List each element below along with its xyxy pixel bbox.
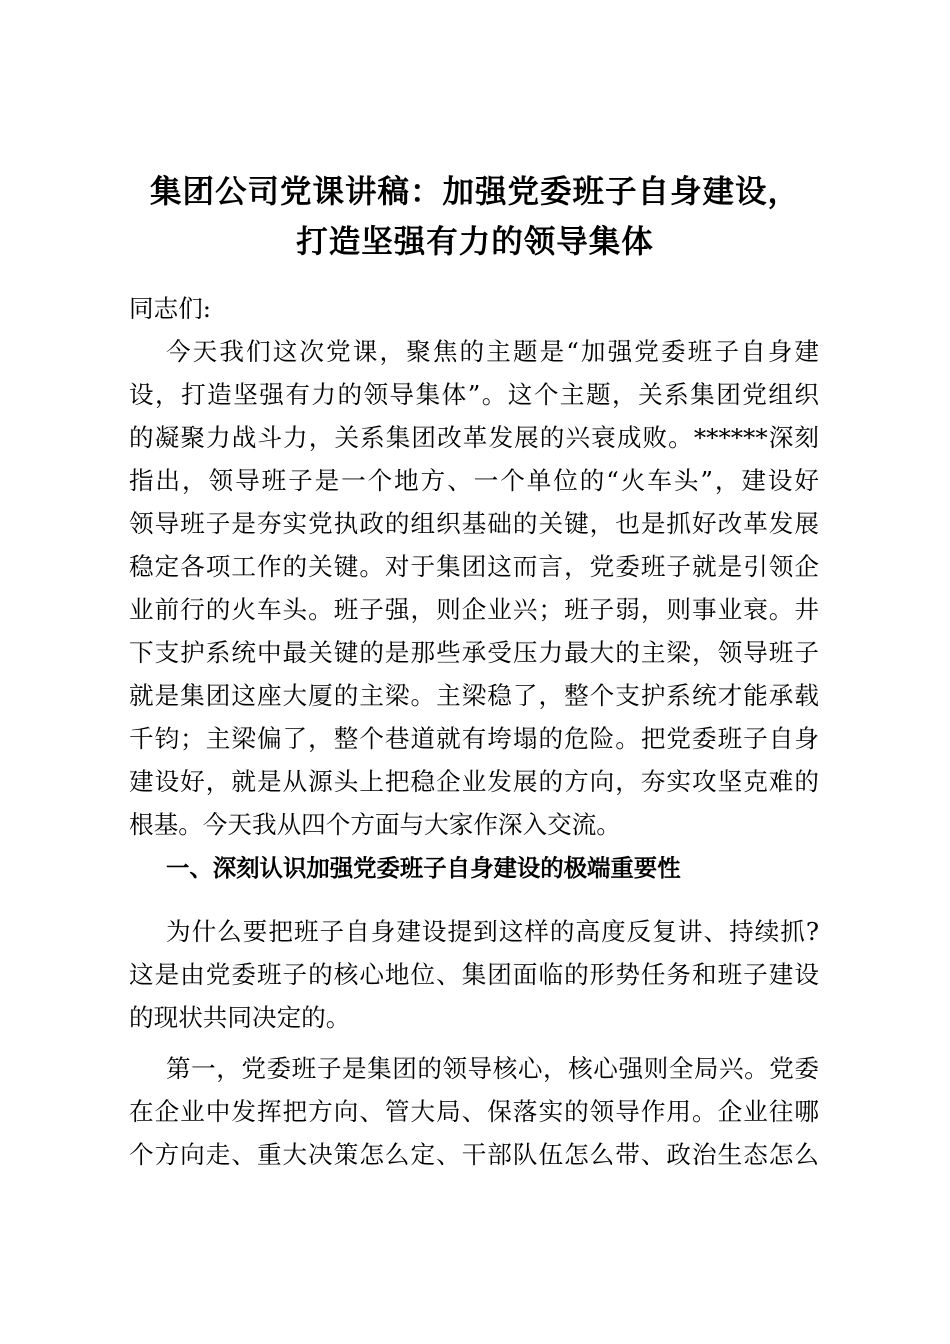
intro-line: 的凝聚力战斗力，关系集团改革发展的兴衰成败。******深刻 [129,423,819,452]
intro-line: 根基。今天我从四个方面与大家作深入交流。 [129,810,621,839]
intro-line: 业前行的火车头。班子强，则企业兴；班子弱，则事业衰。井 [129,595,819,624]
intro-line: 稳定各项工作的关键。对于集团这而言，党委班子就是引领企 [129,552,819,581]
document-title-line-1: 集团公司党课讲稿：加强党委班子自身建设， [149,174,800,210]
section-body-line: 这是由党委班子的核心地位、集团面临的形势任务和班子建设 [129,960,819,989]
document-title-line-2: 打造坚强有力的领导集体 [296,224,654,260]
point-line: 第一，党委班子是集团的领导核心，核心强则全局兴。党委 [166,1054,819,1083]
salutation: 同志们: [129,294,212,323]
section-body-line: 为什么要把班子自身建设提到这样的高度反复讲、持续抓? [166,917,819,946]
section-heading: 一、深刻认识加强党委班子自身建设的极端重要性 [166,854,681,882]
intro-line: 千钧；主梁偏了，整个巷道就有垮塌的危险。把党委班子自身 [129,724,819,753]
intro-line: 建设好，就是从源头上把稳企业发展的方向，夯实攻坚克难的 [129,767,819,796]
section-body-line: 的现状共同决定的。 [129,1003,351,1032]
intro-line: 就是集团这座大厦的主梁。主梁稳了，整个支护系统才能承载 [129,681,819,710]
intro-line: 今天我们这次党课，聚焦的主题是“加强党委班子自身建 [166,337,819,366]
intro-line: 下支护系统中最关键的是那些承受压力最大的主梁，领导班子 [129,638,819,667]
point-line: 个方向走、重大决策怎么定、干部队伍怎么带、政治生态怎么 [129,1140,819,1169]
intro-line: 指出，领导班子是一个地方、一个单位的“火车头”，建设好 [129,466,819,495]
intro-line: 设，打造坚强有力的领导集体”。这个主题，关系集团党组织 [129,380,819,409]
point-line: 在企业中发挥把方向、管大局、保落实的领导作用。企业往哪 [129,1097,819,1126]
intro-line: 领导班子是夯实党执政的组织基础的关键，也是抓好改革发展 [129,509,819,538]
